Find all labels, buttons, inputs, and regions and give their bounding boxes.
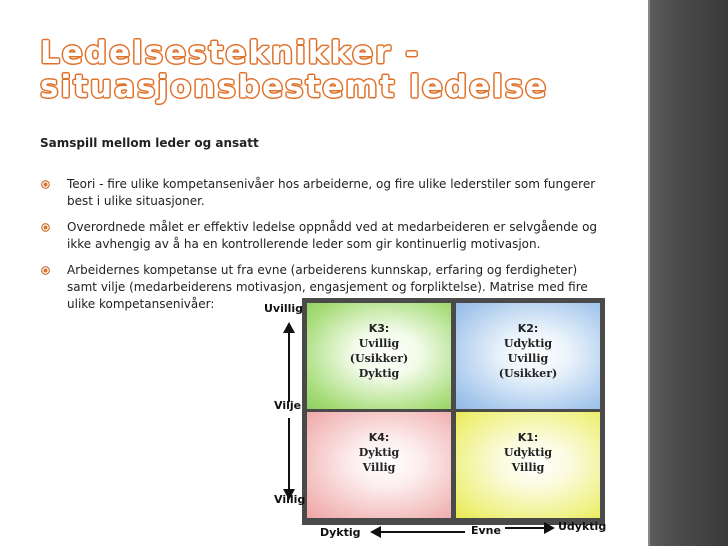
quadrant-k4-line2: Villig [362, 461, 396, 474]
arrow-right-icon [505, 522, 555, 534]
axis-label-villig: Villig [274, 493, 306, 506]
bullet-icon [41, 266, 50, 275]
axis-label-udyktig: Udyktig [558, 520, 607, 533]
bullet-text: Teori - fire ulike kompetansenivåer hos arbeiderne, og fire ulike lederstiler som fungerer best i ulike situasjoner. [67, 177, 596, 208]
quadrant-k3-code: K3: [368, 322, 390, 335]
axis-label-vilje: Vilje [274, 399, 302, 412]
quadrant-k2-line2: Uvillig [507, 352, 549, 365]
arrow-up-icon [282, 322, 296, 404]
axis-label-uvillig: Uvillig [264, 302, 304, 315]
quadrant-k4-code: K4: [368, 431, 390, 444]
slide-title [40, 36, 640, 104]
quadrant-k3-line3: Dyktig [358, 367, 400, 380]
sidebar-decoration [648, 0, 728, 546]
axis-label-dyktig: Dyktig [320, 526, 361, 539]
bullet-icon [41, 223, 50, 232]
arrow-down-icon [282, 418, 296, 500]
slide-subtitle: Samspill mellom leder og ansatt [40, 136, 259, 150]
quadrant-k3-line1: Uvillig [358, 337, 400, 350]
bullet-item [40, 176, 610, 210]
quadrant-k3 [307, 303, 451, 409]
quadrant-k4 [307, 412, 451, 518]
quadrant-k1-line2: Villig [511, 461, 545, 474]
quadrant-k4-line1: Dyktig [358, 446, 400, 459]
quadrant-k1-line1: Udyktig [503, 446, 553, 459]
bullet-item [40, 219, 610, 253]
bullet-text: Overordnede målet er effektiv ledelse oppnådd ved at medarbeideren er selvgående og ikke avhengig av å ha en kontrollerende leder som gir kontinuerlig motivasjon. [67, 220, 598, 251]
competence-matrix [262, 300, 612, 546]
quadrant-k2-line1: Udyktig [503, 337, 553, 350]
bullet-icon [41, 180, 50, 189]
slide-title-line-2: situasjonsbestemt ledelse [40, 69, 549, 105]
bullet-text: Arbeidernes kompetanse ut fra evne (arbeiderens kunnskap, erfaring og ferdigheter) samt vilje (medarbeiderens motivasjon, engasjement og forpliktelse). Matrise med fire ulike kompetansenivåer: [67, 263, 588, 311]
quadrant-k1-code: K1: [517, 431, 539, 444]
quadrant-k1 [456, 412, 600, 518]
quadrant-k2-code: K2: [517, 322, 539, 335]
axis-label-evne: Evne [471, 524, 501, 537]
arrow-left-icon [370, 526, 465, 538]
quadrant-k3-line2: (Usikker) [349, 352, 409, 365]
quadrant-k2 [456, 303, 600, 409]
quadrant-k2-line3: (Usikker) [498, 367, 558, 380]
slide-title-line-1: Ledelsesteknikker - [40, 35, 421, 71]
